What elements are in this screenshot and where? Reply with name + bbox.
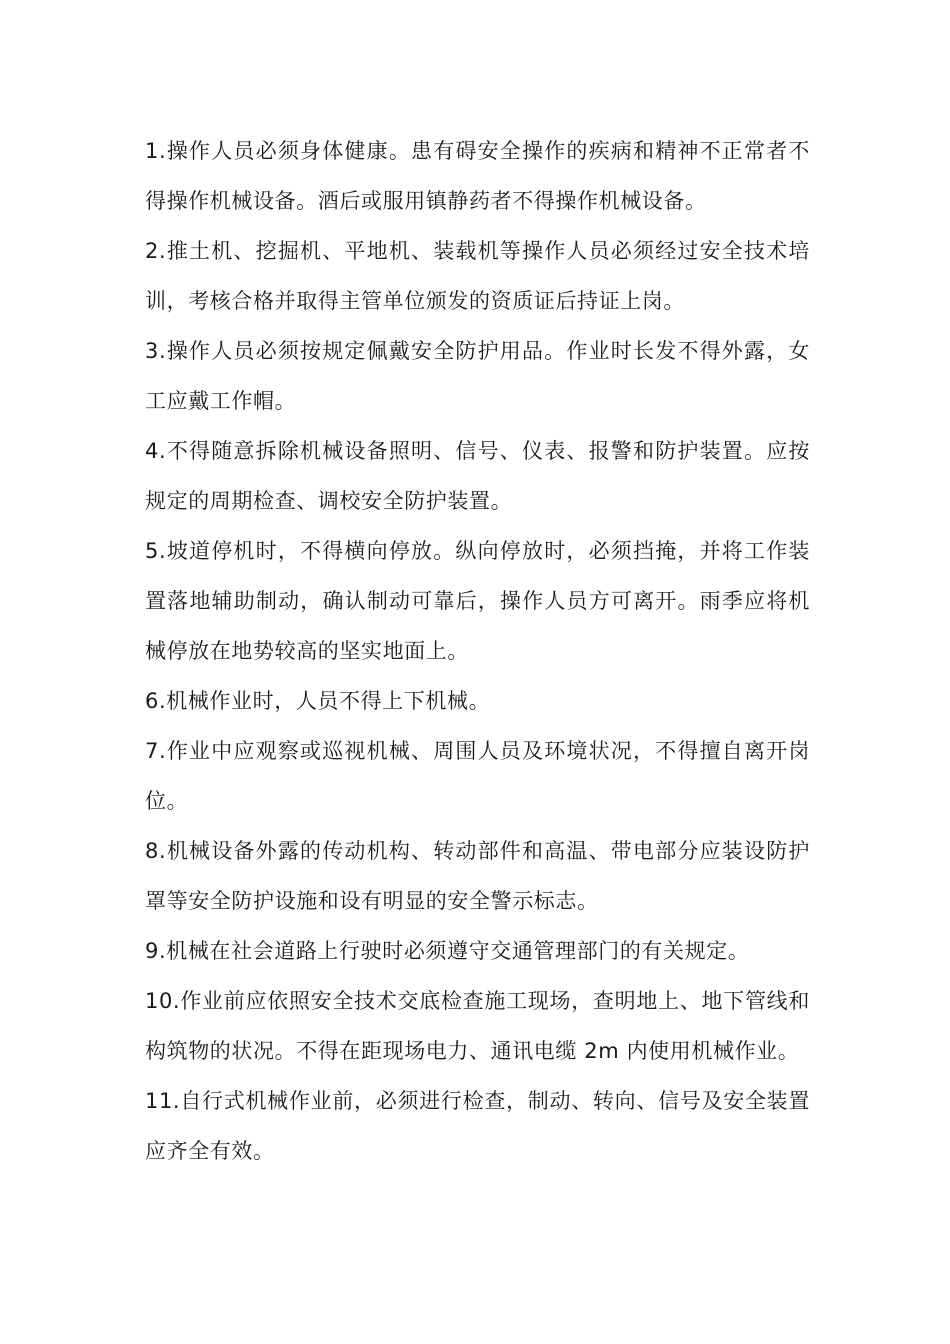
rule-item-8: 8.机械设备外露的传动机构、转动部件和高温、带电部分应装设防护罩等安全防护设施和设有明显的安全警示标志。 <box>145 839 810 913</box>
rule-item-1: 1.操作人员必须身体健康。患有碍安全操作的疾病和精神不正常者不得操作机械设备。酒后或服用镇静药者不得操作机械设备。 <box>145 139 810 213</box>
rule-item-11: 11.自行式机械作业前，必须进行检查，制动、转向、信号及安全装置应齐全有效。 <box>145 1089 810 1163</box>
rule-item-2: 2.推土机、挖掘机、平地机、装载机等操作人员必须经过安全技术培训，考核合格并取得主管单位颁发的资质证后持证上岗。 <box>145 239 810 313</box>
rule-item-10: 10.作业前应依照安全技术交底检查施工现场，查明地上、地下管线和构筑物的状况。不得在距现场电力、通讯电缆 2m 内使用机械作业。 <box>145 989 810 1063</box>
document-page <box>145 126 810 1176</box>
rule-item-9: 9.机械在社会道路上行驶时必须遵守交通管理部门的有关规定。 <box>145 939 750 963</box>
rule-item-5: 5.坡道停机时，不得横向停放。纵向停放时，必须挡掩，并将工作装置落地辅助制动，确认制动可靠后，操作人员方可离开。雨季应将机械停放在地势较高的坚实地面上。 <box>145 539 810 663</box>
rule-item-3: 3.操作人员必须按规定佩戴安全防护用品。作业时长发不得外露，女工应戴工作帽。 <box>145 339 810 413</box>
rule-item-6: 6.机械作业时，人员不得上下机械。 <box>145 689 491 713</box>
rule-item-4: 4.不得随意拆除机械设备照明、信号、仪表、报警和防护装置。应按规定的周期检查、调校安全防护装置。 <box>145 439 810 513</box>
rule-item-7: 7.作业中应观察或巡视机械、周围人员及环境状况，不得擅自离开岗位。 <box>145 739 810 813</box>
